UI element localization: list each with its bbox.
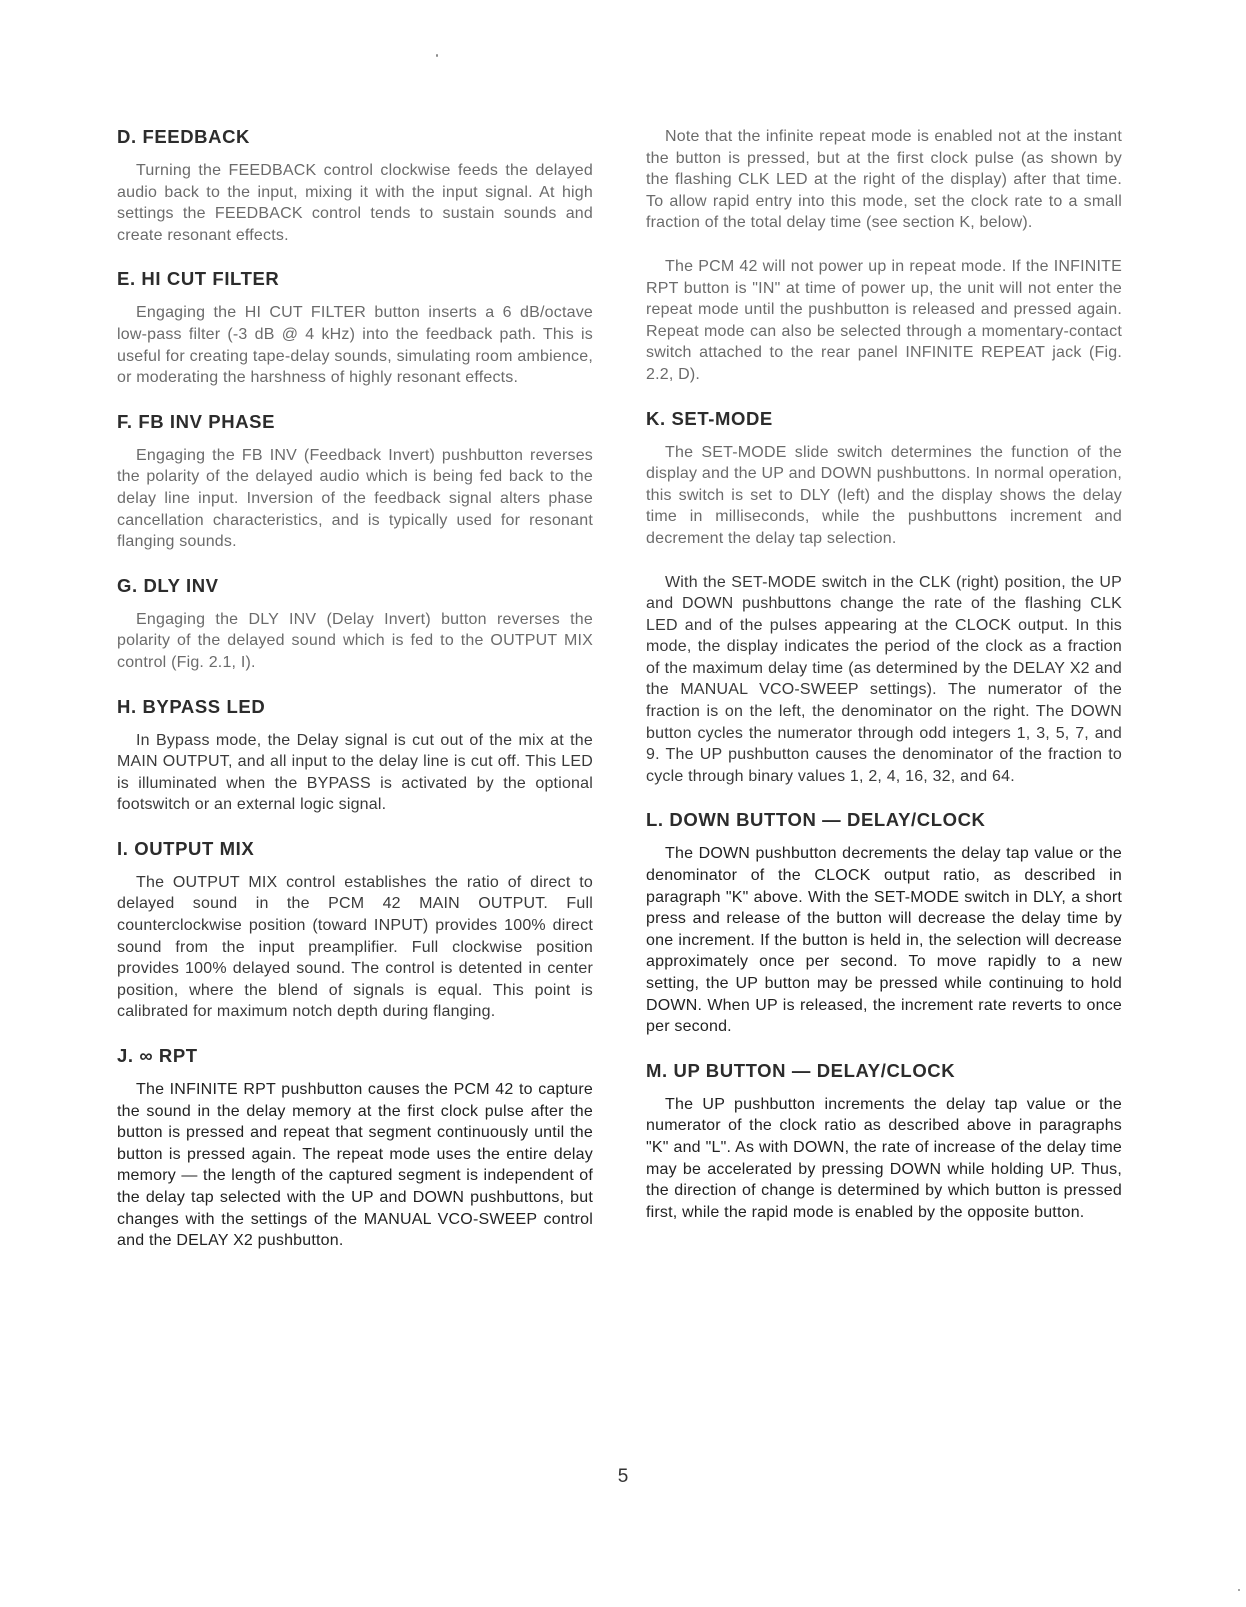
section-paragraph: With the SET-MODE switch in the CLK (right) position, the UP and DOWN pushbuttons change the rate of the flashing CLK LED and of the pulses appearing at the CLOCK output. In this mode, the display indicates the period of the clock as a fraction of the maximum delay time (as determined by the DELAY X2 and the MANUAL VCO-SWEEP settings). The numerator of the fraction is on the left, the denominator on the right. The DOWN button cycles the numerator through odd integers 1, 3, 5, 7, and 9. The UP pushbutton causes the denominator of the fraction to cycle through binary values 1, 2, 4, 16, 32, and 64. — [646, 573, 1122, 785]
section-paragraph: Engaging the HI CUT FILTER button inserts a 6 dB/octave low-pass filter (-3 dB @ 4 kHz) into the feedback path. This is useful for creating tape-delay sounds, simulating room ambience, or moderating the harshness of highly resonant effects. — [117, 304, 593, 387]
page-number: 5 — [617, 1466, 629, 1487]
section-m-up-button — [646, 1060, 1122, 1224]
section-l-down-button — [646, 809, 1122, 1037]
section-heading: D. FEEDBACK — [117, 126, 251, 147]
intro-paragraph: Note that the infinite repeat mode is enabled not at the instant the button is pressed, but at the first clock pulse (as shown by the flashing CLK LED at the right of the display) after that time. To allow rapid entry into this mode, set the clock rate to a small fraction of the total delay time (see section K, below). — [646, 128, 1122, 232]
intro-paragraph: The PCM 42 will not power up in repeat mode. If the INFINITE RPT button is "IN" at time of power up, the unit will not enter the repeat mode until the pushbutton is released and pressed again. Repeat mode can also be selected through a momentary-contact switch attached to the rear panel INFINITE REPEAT jack (Fig. 2.2, D). — [646, 257, 1122, 383]
section-heading: J. ∞ RPT — [117, 1045, 198, 1067]
section-paragraph: Turning the FEEDBACK control clockwise feeds the delayed audio back to the input, mixing it with the input signal. At high settings the FEEDBACK control tends to sustain sounds and create resonant effects. — [117, 162, 593, 244]
section-heading: F. FB INV PHASE — [117, 410, 276, 432]
section-heading: L. DOWN BUTTON — DELAY/CLOCK — [646, 809, 986, 831]
section-paragraph: The INFINITE RPT pushbutton causes the PCM 42 to capture the sound in the delay memory at the first clock pulse after the button is pressed and repeat that segment continuously until the button is pressed again. The repeat mode uses the entire delay memory — the length of the captured segment is independent of the delay tap selected with the UP and DOWN pushbuttons, but changes with the settings of the MANUAL VCO-SWEEP control and the DELAY X2 pushbutton. — [117, 1081, 593, 1250]
section-heading: K. SET-MODE — [646, 407, 773, 429]
scan-speck — [436, 54, 438, 57]
section-paragraph: The UP pushbutton increments the delay tap value or the numerator of the clock ratio as described above in paragraphs "K" and "L". As with DOWN, the rate of increase of the delay time may be accelerated by pressing DOWN while holding UP. Thus, the direction of change is determined by which button is pressed first, while the rapid mode is enabled by the opposite button. — [646, 1095, 1122, 1221]
section-h-bypass-led — [117, 696, 593, 816]
section-heading: I. OUTPUT MIX — [117, 837, 255, 859]
left-column — [117, 126, 593, 1274]
right-column — [646, 126, 1122, 1245]
section-k-set-mode — [646, 408, 1122, 788]
section-d-feedback — [117, 126, 593, 246]
section-heading: G. DLY INV — [117, 574, 219, 596]
section-j-infinite-rpt — [117, 1045, 593, 1252]
section-paragraph: In Bypass mode, the Delay signal is cut out of the mix at the MAIN OUTPUT, and all input to the delay line is cut off. This LED is illuminated when the BYPASS is activated by the optional footswitch or an external logic signal. — [117, 731, 593, 814]
section-paragraph: The OUTPUT MIX control establishes the ratio of direct to delayed sound in the PCM 42 MAIN OUTPUT. Full counterclockwise position (toward INPUT) provides 100% direct sound from the input preamplifier. Full clockwise position provides 100% delayed sound. The control is detented in center position, where the blend of signals is equal. This point is calibrated for maximum notch depth during flanging. — [117, 873, 593, 1021]
section-paragraph: Engaging the FB INV (Feedback Invert) pushbutton reverses the polarity of the delayed audio which is being fed back to the delay line input. Inversion of the feedback signal alters phase cancellation characteristics, and is typically used for resonant flanging sounds. — [117, 446, 593, 551]
section-paragraph: Engaging the DLY INV (Delay Invert) button reverses the polarity of the delayed sound which is fed to the OUTPUT MIX control (Fig. 2.1, I). — [117, 610, 593, 671]
section-paragraph: The SET-MODE slide switch determines the function of the display and the UP and DOWN pushbuttons. In normal operation, this switch is set to DLY (left) and the display shows the delay time in milliseconds, while the pushbuttons increment and decrement the delay tap selection. — [646, 443, 1122, 547]
section-g-dly-inv — [117, 575, 593, 674]
section-heading: E. HI CUT FILTER — [117, 268, 280, 290]
section-f-fb-inv-phase — [117, 411, 593, 553]
section-heading: H. BYPASS LED — [117, 695, 266, 717]
section-e-hi-cut-filter — [117, 268, 593, 388]
section-paragraph: The DOWN pushbutton decrements the delay tap value or the denominator of the CLOCK output ratio, as described in paragraph "K" above. With the SET-MODE switch in DLY, a short press and release of the button will decrease the delay time by one increment. If the button is held in, the selection will decrease approximately once per second. To move rapidly to a new setting, the UP button may be pressed while continuing to hold DOWN. When UP is released, the increment rate reverts to once per second. — [646, 845, 1122, 1036]
section-i-output-mix — [117, 838, 593, 1023]
scan-speck — [1238, 1589, 1240, 1591]
section-heading: M. UP BUTTON — DELAY/CLOCK — [646, 1059, 956, 1081]
